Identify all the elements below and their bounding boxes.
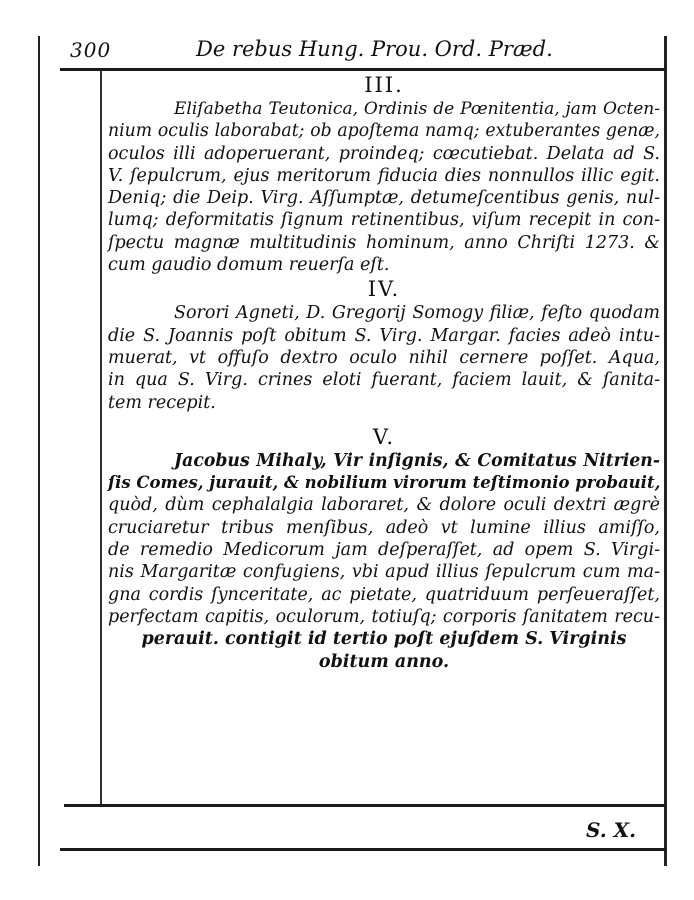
text-line: Jacobus Mihaly, Vir inſignis, & Comitatus Nitrien- — [174, 450, 660, 471]
section-numeral: IV. — [367, 277, 401, 302]
text-line: ſpectu magnæ multitudinis hominum, anno Chriſti 1273. & — [108, 232, 660, 253]
text-line: gna cordis ſynceritate, ac pietate, quatriduum perſeueraſſet, — [108, 584, 660, 605]
running-title: De rebus Hung. Prou. Ord. Præd. — [196, 37, 553, 61]
text-line: oculos illi adoperuerant, proindeq; cœcutiebat. Delata ad S. — [108, 143, 660, 164]
section-numeral: III. — [364, 73, 404, 97]
frame-right-border — [664, 36, 667, 866]
text-line: Deniq; die Deip. Virg. Aſſumptæ, detumeſcentibus genis, nul- — [108, 188, 660, 209]
text-line: ſis Comes, jurauit, & nobilium virorum teſtimonio probauit, — [108, 473, 661, 493]
page-number: 300 — [70, 38, 112, 62]
text-line: obitum anno. — [318, 651, 450, 672]
footer-rule-lower — [60, 848, 666, 851]
text-line: quòd, dùm cephalalgia laboraret, & dolore oculi dextri ægrè — [108, 495, 660, 516]
footer-rule-upper — [64, 804, 666, 807]
text-line: lumq; deformitatis ſignum retinentibus, viſum recepit in con- — [108, 210, 660, 231]
frame-left-border — [38, 36, 40, 866]
section-numeral: V. — [372, 424, 396, 449]
text-line: cum gaudio domum reuerſa eſt. — [108, 255, 390, 276]
text-line: Sorori Agneti, D. Gregorij Somogy filiæ, feſto quodam — [174, 303, 660, 324]
text-line: de remedio Medicorum jam deſperaſſet, ad opem S. Virgi- — [108, 540, 660, 561]
inner-margin-rule — [100, 70, 102, 805]
text-line: cruciaretur tribus menſibus, adeò vt lumine illius amiſſo, — [108, 517, 660, 538]
signature-mark: S. X. — [586, 818, 637, 842]
text-line: nium oculis laborabat; ob apoſtema namq; extuberantes genæ, — [108, 121, 660, 142]
text-line: die S. Joannis poſt obitum S. Virg. Margar. facies adeò intu- — [108, 325, 660, 346]
header-rule — [60, 68, 666, 71]
text-line: Eliſabetha Teutonica, Ordinis de Pœnitentia, jam Octen- — [174, 99, 660, 119]
section-spacer — [108, 414, 660, 424]
text-line: in qua S. Virg. crines eloti fuerant, faciem lauit, & ſanita- — [108, 370, 660, 391]
body-text — [108, 72, 660, 673]
text-line: muerat, vt offuſo dextro oculo nihil cernere poſſet. Aqua, — [108, 347, 660, 368]
text-line: V. ſepulcrum, ejus meritorum fiducia dies nonnullos illic egit. — [108, 165, 660, 186]
text-line: nis Margaritæ confugiens, vbi apud illius ſepulcrum cum ma- — [108, 562, 660, 583]
text-line: perauit. contigit id tertio poſt ejuſdem S. Virginis — [141, 629, 627, 650]
text-line: perfectam capitis, oculorum, totiuſq; corporis ſanitatem recu- — [108, 606, 660, 627]
text-line: tem recepit. — [108, 392, 216, 413]
